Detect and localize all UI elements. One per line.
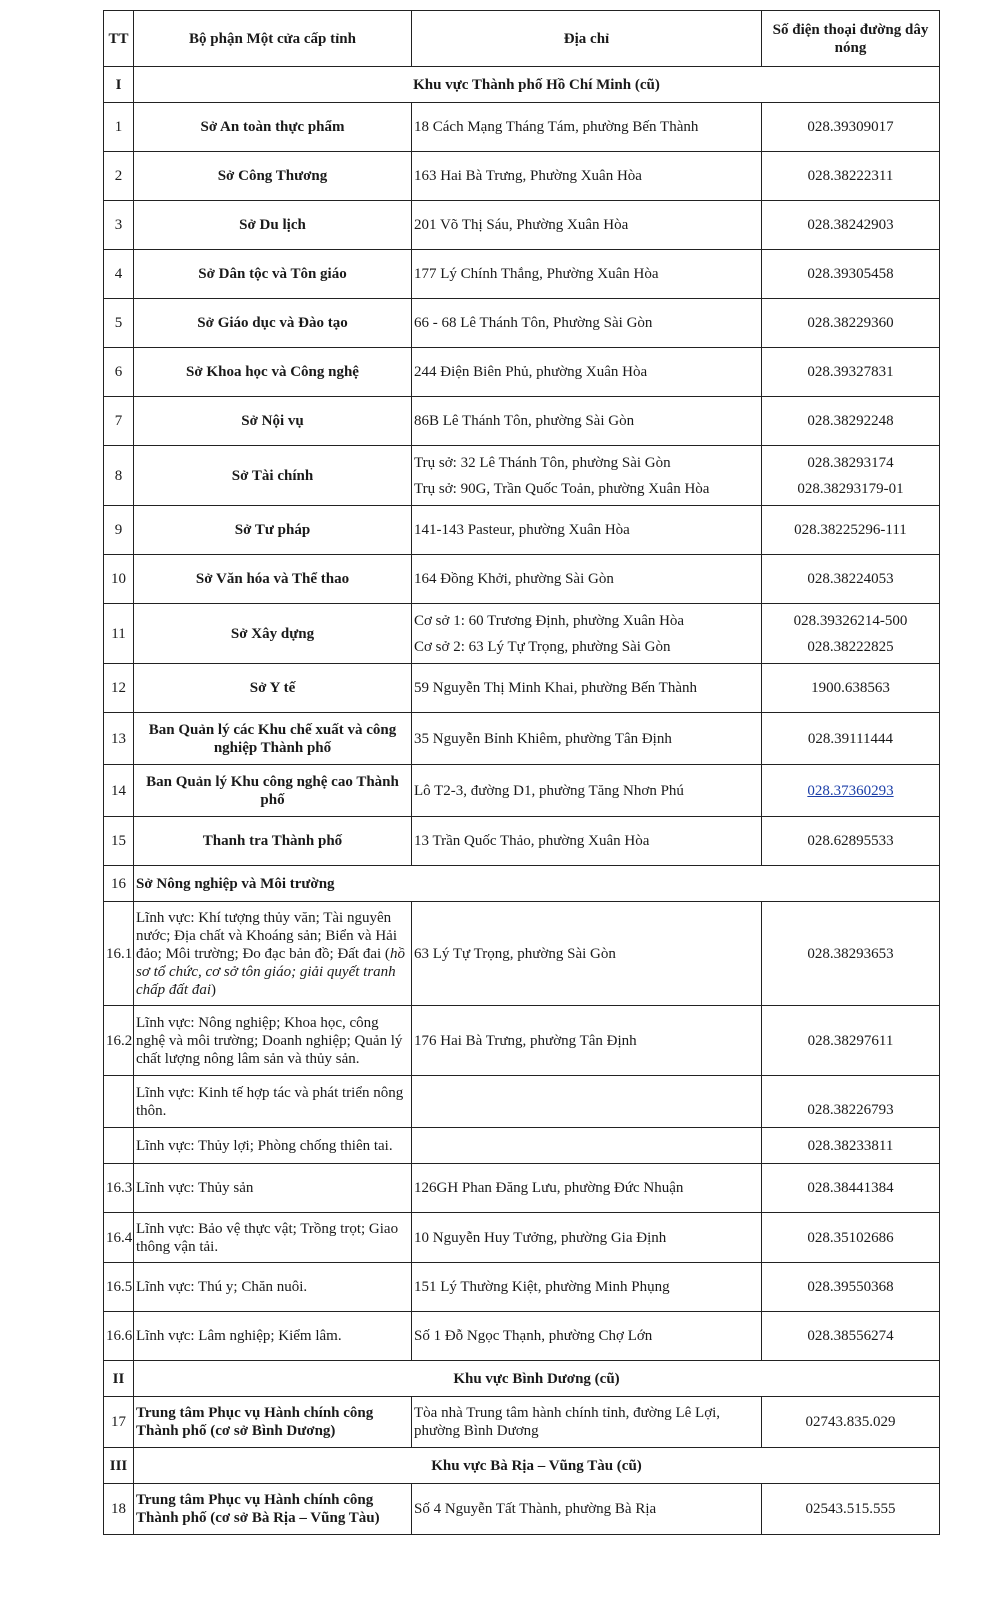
address: 141-143 Pasteur, phường Xuân Hòa [412, 506, 762, 555]
department-name: Sở Du lịch [134, 201, 412, 250]
address: 126GH Phan Đăng Lưu, phường Đức Nhuận [412, 1164, 762, 1213]
hotline-phone-link-cell [762, 765, 940, 817]
department-name: Sở Giáo dục và Đào tạo [134, 299, 412, 348]
header-unit: Bộ phận Một cửa cấp tỉnh [134, 11, 412, 67]
address: 10 Nguyễn Huy Tưởng, phường Gia Định [412, 1213, 762, 1263]
address: 201 Võ Thị Sáu, Phường Xuân Hòa [412, 201, 762, 250]
sub-row-number [104, 1128, 134, 1164]
table-row [104, 348, 940, 397]
table-row [104, 201, 940, 250]
sub-row-number: 16.4 [104, 1213, 134, 1263]
row-number: 14 [104, 765, 134, 817]
hotline-phone: 028.38225296-111 [762, 506, 940, 555]
hotline-phone: 028.38297611 [762, 1006, 940, 1076]
hotline-phone: 028.38293653 [762, 902, 940, 1006]
field-description: Lĩnh vực: Thủy lợi; Phòng chống thiên tai. [134, 1128, 412, 1164]
address: Số 1 Đỗ Ngọc Thạnh, phường Chợ Lớn [412, 1312, 762, 1361]
department-name: Sở Tài chính [134, 446, 412, 506]
field-description: Lĩnh vực: Lâm nghiệp; Kiểm lâm. [134, 1312, 412, 1361]
sub-row [104, 1213, 940, 1263]
header-tt: TT [104, 11, 134, 67]
field-description: Lĩnh vực: Thú y; Chăn nuôi. [134, 1263, 412, 1312]
row-number: 17 [104, 1397, 134, 1448]
table-header-row [104, 11, 940, 67]
department-name: Sở Xây dựng [134, 604, 412, 664]
sub-row [104, 1128, 940, 1164]
hotline-phone: 028.38229360 [762, 299, 940, 348]
address: 177 Lý Chính Thắng, Phường Xuân Hòa [412, 250, 762, 299]
phone-line: 028.38222825 [807, 638, 894, 655]
table-row [104, 866, 940, 902]
address [412, 1076, 762, 1128]
hotline-phone: 028.38292248 [762, 397, 940, 446]
hotline-phone: 028.38226793 [762, 1076, 940, 1128]
row-number: 6 [104, 348, 134, 397]
hotline-phone: 028.39309017 [762, 103, 940, 152]
header-address: Địa chỉ [412, 11, 762, 67]
sub-row-number: 16.3 [104, 1164, 134, 1213]
hotline-phone: 028.38242903 [762, 201, 940, 250]
sub-row [104, 1006, 940, 1076]
department-name: Ban Quản lý các Khu chế xuất và công nghiệp Thành phố [134, 713, 412, 765]
field-text: Lĩnh vực: Khí tượng thủy văn; Tài nguyên nước; Địa chất và Khoáng sản; Biển và Hải đảo; Môi trường; Đo đạc bản đồ; Đất đai ( [136, 909, 397, 962]
section-title: Khu vực Bình Dương (cũ) [134, 1361, 940, 1397]
hotline-table [103, 10, 940, 1535]
department-name: Trung tâm Phục vụ Hành chính công Thành phố (cơ sở Bà Rịa – Vũng Tàu) [134, 1484, 412, 1535]
hotline-phone: 028.39550368 [762, 1263, 940, 1312]
table-row [104, 713, 940, 765]
address: 163 Hai Bà Trưng, Phường Xuân Hòa [412, 152, 762, 201]
section-title: Khu vực Thành phố Hồ Chí Minh (cũ) [134, 67, 940, 103]
field-text-italic: hồ sơ tổ chức, cơ sở tôn giáo; giải quyết tranh chấp đất đai [136, 945, 405, 998]
sub-row [104, 1164, 940, 1213]
hotline-phone: 02743.835.029 [762, 1397, 940, 1448]
hotline-phone: 028.38222311 [762, 152, 940, 201]
row-number: 16 [104, 866, 134, 902]
address: 151 Lý Thường Kiệt, phường Minh Phụng [412, 1263, 762, 1312]
row-number: 11 [104, 604, 134, 664]
sub-row-number: 16.2 [104, 1006, 134, 1076]
hotline-phone [762, 446, 940, 506]
section-title: Khu vực Bà Rịa – Vũng Tàu (cũ) [134, 1448, 940, 1484]
hotline-phone: 028.38556274 [762, 1312, 940, 1361]
sub-rows [104, 902, 940, 1361]
row-number: 13 [104, 713, 134, 765]
field-description: Lĩnh vực: Nông nghiệp; Khoa học, công nghệ và môi trường; Doanh nghiệp; Quản lý chất lượng nông lâm sản và thủy sản. [134, 1006, 412, 1076]
field-description [134, 902, 412, 1006]
address-line: Trụ sở: 90G, Trần Quốc Toản, phường Xuân Hòa [414, 480, 710, 497]
table-row [104, 152, 940, 201]
table-row [104, 555, 940, 604]
department-name: Thanh tra Thành phố [134, 817, 412, 866]
main-rows [104, 103, 940, 866]
address: 59 Nguyễn Thị Minh Khai, phường Bến Thành [412, 664, 762, 713]
address [412, 604, 762, 664]
sub-row [104, 1076, 940, 1128]
row-number: 18 [104, 1484, 134, 1535]
table-row [104, 664, 940, 713]
row-number: 5 [104, 299, 134, 348]
section-row [104, 1361, 940, 1397]
table-row [104, 1484, 940, 1535]
department-name: Sở Văn hóa và Thể thao [134, 555, 412, 604]
phone-line: 028.38293179-01 [797, 480, 904, 497]
sub-row-number: 16.5 [104, 1263, 134, 1312]
address: Tòa nhà Trung tâm hành chính tỉnh, đường Lê Lợi, phường Bình Dương [412, 1397, 762, 1448]
department-name: Sở Khoa học và Công nghệ [134, 348, 412, 397]
row-number: 12 [104, 664, 134, 713]
row-number: 8 [104, 446, 134, 506]
row-number: 4 [104, 250, 134, 299]
table-row [104, 250, 940, 299]
address-line: Cơ sở 2: 63 Lý Tự Trọng, phường Sài Gòn [414, 638, 671, 655]
field-description: Lĩnh vực: Kinh tế hợp tác và phát triển nông thôn. [134, 1076, 412, 1128]
section-number: I [104, 67, 134, 103]
department-name: Ban Quản lý Khu công nghệ cao Thành phố [134, 765, 412, 817]
address: 66 - 68 Lê Thánh Tôn, Phường Sài Gòn [412, 299, 762, 348]
address: Lô T2-3, đường D1, phường Tăng Nhơn Phú [412, 765, 762, 817]
table-row [104, 765, 940, 817]
section-row [104, 1448, 940, 1484]
section-number: III [104, 1448, 134, 1484]
department-name: Sở Công Thương [134, 152, 412, 201]
address: Số 4 Nguyễn Tất Thành, phường Bà Rịa [412, 1484, 762, 1535]
header-phone: Số điện thoại đường dây nóng [762, 11, 940, 67]
address [412, 1128, 762, 1164]
address: 13 Trần Quốc Thảo, phường Xuân Hòa [412, 817, 762, 866]
phone-line: 028.38293174 [807, 454, 894, 471]
address [412, 446, 762, 506]
table-row [104, 1397, 940, 1448]
address-line: Cơ sở 1: 60 Trương Định, phường Xuân Hòa [414, 612, 685, 629]
table-row [104, 299, 940, 348]
department-name: Sở Dân tộc và Tôn giáo [134, 250, 412, 299]
table-row [104, 103, 940, 152]
sub-row [104, 1263, 940, 1312]
field-description: Lĩnh vực: Thủy sản [134, 1164, 412, 1213]
address: 35 Nguyễn Bỉnh Khiêm, phường Tân Định [412, 713, 762, 765]
hotline-phone: 028.39327831 [762, 348, 940, 397]
department-name: Sở An toàn thực phẩm [134, 103, 412, 152]
row-number: 2 [104, 152, 134, 201]
sub-row [104, 1312, 940, 1361]
hotline-phone: 028.38233811 [762, 1128, 940, 1164]
table-row [104, 446, 940, 506]
sub-row-number [104, 1076, 134, 1128]
row-number: 1 [104, 103, 134, 152]
hotline-phone: 028.35102686 [762, 1213, 940, 1263]
section-number: II [104, 1361, 134, 1397]
table-row [104, 506, 940, 555]
department-name: Sở Tư pháp [134, 506, 412, 555]
address: 86B Lê Thánh Tôn, phường Sài Gòn [412, 397, 762, 446]
row-number: 3 [104, 201, 134, 250]
table-row [104, 817, 940, 866]
department-name: Sở Y tế [134, 664, 412, 713]
table-row [104, 397, 940, 446]
row-number: 10 [104, 555, 134, 604]
hotline-phone: 028.38224053 [762, 555, 940, 604]
hotline-phone [762, 604, 940, 664]
department-name: Sở Nông nghiệp và Môi trường [134, 866, 940, 902]
address: 176 Hai Bà Trưng, phường Tân Định [412, 1006, 762, 1076]
hotline-phone: 028.62895533 [762, 817, 940, 866]
sub-row-number: 16.6 [104, 1312, 134, 1361]
section-row [104, 67, 940, 103]
hotline-phone: 028.39111444 [762, 713, 940, 765]
department-name: Trung tâm Phục vụ Hành chính công Thành phố (cơ sở Bình Dương) [134, 1397, 412, 1448]
sub-row [104, 902, 940, 1006]
field-text-end: ) [211, 981, 216, 998]
phone-line: 028.39326214-500 [793, 612, 908, 629]
row-number: 7 [104, 397, 134, 446]
table-row [104, 604, 940, 664]
department-name: Sở Nội vụ [134, 397, 412, 446]
sub-row-number: 16.1 [104, 902, 134, 1006]
hotline-phone: 028.38441384 [762, 1164, 940, 1213]
address: 164 Đồng Khởi, phường Sài Gòn [412, 555, 762, 604]
field-description: Lĩnh vực: Bảo vệ thực vật; Trồng trọt; Giao thông vận tải. [134, 1213, 412, 1263]
row-number: 9 [104, 506, 134, 555]
hotline-phone: 1900.638563 [762, 664, 940, 713]
hotline-phone: 02543.515.555 [762, 1484, 940, 1535]
row-number: 15 [104, 817, 134, 866]
address: 63 Lý Tự Trọng, phường Sài Gòn [412, 902, 762, 1006]
hotline-phone-link[interactable]: 028.37360293 [807, 782, 894, 799]
hotline-phone: 028.39305458 [762, 250, 940, 299]
address: 244 Điện Biên Phủ, phường Xuân Hòa [412, 348, 762, 397]
address-line: Trụ sở: 32 Lê Thánh Tôn, phường Sài Gòn [414, 454, 671, 471]
address: 18 Cách Mạng Tháng Tám, phường Bến Thành [412, 103, 762, 152]
